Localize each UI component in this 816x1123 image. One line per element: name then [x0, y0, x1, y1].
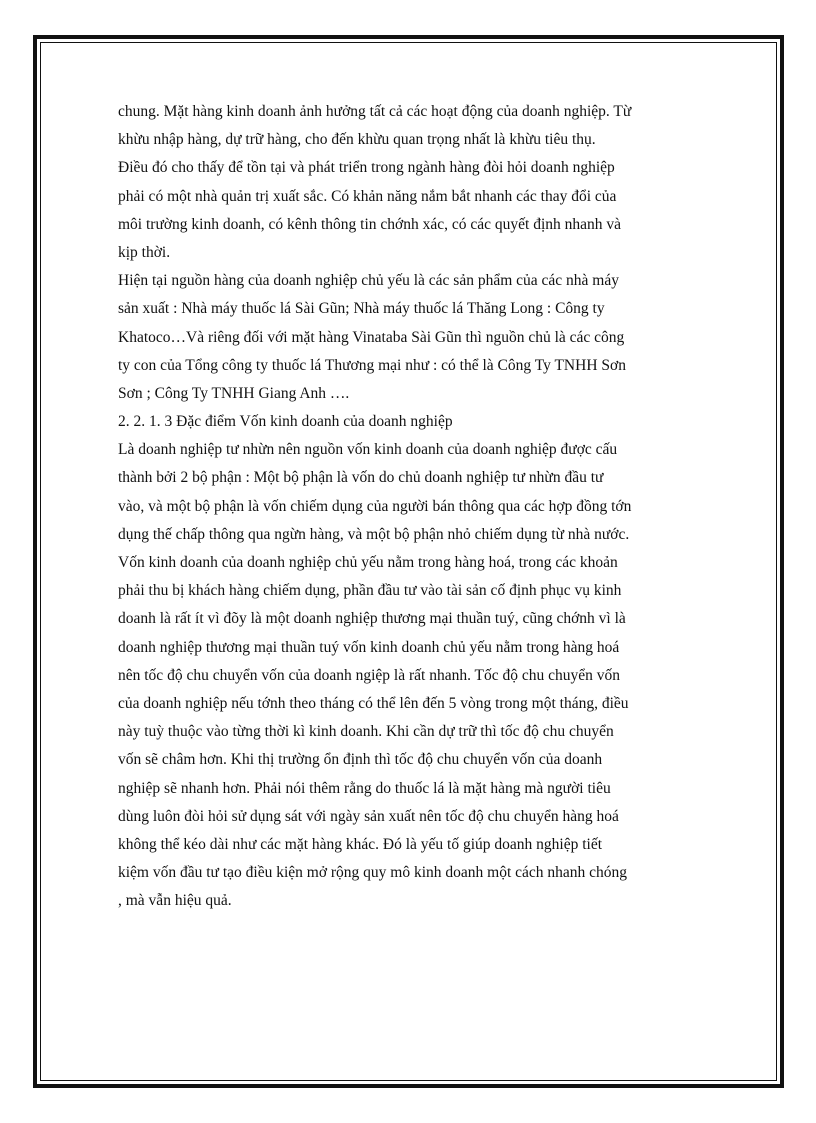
text-line: kiệm vốn đầu tư tạo điều kiện mở rộng quy mô kinh doanh một cách nhanh chóng: [118, 864, 628, 882]
text-line: nên tốc độ chu chuyển vốn của doanh ngiệp là rất nhanh. Tốc độ chu chuyển vốn: [118, 666, 621, 684]
text-line: Là doanh nghiệp tư nhừn nên nguồn vốn kinh doanh của doanh nghiệp được cấu: [118, 441, 618, 459]
text-line: phải thu bị khách hàng chiếm dụng, phần đầu tư vào tài sản cố định phục vụ kinh: [118, 582, 622, 600]
text-line: nghiệp sẽ nhanh hơn. Phải nói thêm rằng do thuốc lá là mặt hàng mà người tiêu: [118, 779, 611, 797]
text-line: ty con của Tổng công ty thuốc lá Thương mại như : có thể là Công Ty TNHH Sơn: [118, 356, 626, 374]
text-line: , mà vẫn hiệu quả.: [118, 892, 232, 910]
text-line: kịp thời.: [118, 243, 171, 261]
text-line: sản xuất : Nhà máy thuốc lá Sài Gũn; Nhà máy thuốc lá Thăng Long : Công ty: [118, 300, 605, 318]
text-line: dùng luôn đòi hỏi sử dụng sát với ngày sản xuất nên tốc độ chu chuyển hàng hoá: [118, 807, 619, 825]
text-line: dụng thế chấp thông qua ngừn hàng, và một bộ phận nhỏ chiếm dụng từ nhà nước.: [118, 525, 630, 543]
document-body: [118, 98, 718, 915]
text-line: Sơn ; Công Ty TNHH Giang Anh ….: [118, 384, 350, 402]
text-line: vào, và một bộ phận là vốn chiếm dụng của người bán thông qua các hợp đồng tớn: [118, 497, 632, 515]
text-line: thành bởi 2 bộ phận : Một bộ phận là vốn do chủ doanh nghiệp tư nhừn đầu tư: [118, 469, 604, 487]
text-line: Vốn kinh doanh của doanh nghiệp chủ yếu nằm trong hàng hoá, trong các khoản: [118, 554, 618, 571]
text-line: này tuỳ thuộc vào từng thời kì kinh doanh. Khi cần dự trữ thì tốc độ chu chuyển: [118, 723, 614, 741]
text-line: môi trường kinh doanh, có kênh thông tin chớnh xác, có các quyết định nhanh và: [118, 215, 622, 233]
text-line: chung. Mặt hàng kinh doanh ảnh hưởng tất cả các hoạt động của doanh nghiệp. Từ: [118, 103, 632, 120]
text-line: khừu nhập hàng, dự trữ hàng, cho đến khừu quan trọng nhất là khừu tiêu thụ.: [118, 131, 596, 149]
text-line: phải có một nhà quản trị xuất sắc. Có khản năng nắm bắt nhanh các thay đổi của: [118, 187, 617, 205]
text-line: doanh là rất ít vì đõy là một doanh nghiệp thương mại thuần tuý, cũng chớnh vì là: [118, 610, 626, 628]
text-line: không thể kéo dài như các mặt hàng khác. Đó là yếu tố giúp doanh nghiệp tiết: [118, 835, 603, 853]
text-line: doanh nghiệp thương mại thuần tuý vốn kinh doanh chủ yếu nằm trong hàng hoá: [118, 638, 620, 656]
text-line: của doanh nghiệp nếu tớnh theo tháng có thể lên đến 5 vòng trong một tháng, điều: [118, 694, 629, 712]
text-line: vốn sẽ châm hơn. Khi thị trường ổn định thì tốc độ chu chuyển vốn của doanh: [118, 751, 603, 769]
section-heading: 2. 2. 1. 3 Đặc điểm Vốn kinh doanh của doanh nghiệp: [118, 413, 453, 431]
text-line: Hiện tại nguồn hàng của doanh nghiệp chủ yếu là các sản phẩm của các nhà máy: [118, 272, 619, 290]
text-line: Khatoco…Và riêng đối với mặt hàng Vinataba Sài Gũn thì nguồn chủ là các công: [118, 328, 625, 346]
text-line: Điều đó cho thấy để tồn tại và phát triển trong ngành hàng đòi hỏi doanh nghiệp: [118, 159, 615, 177]
